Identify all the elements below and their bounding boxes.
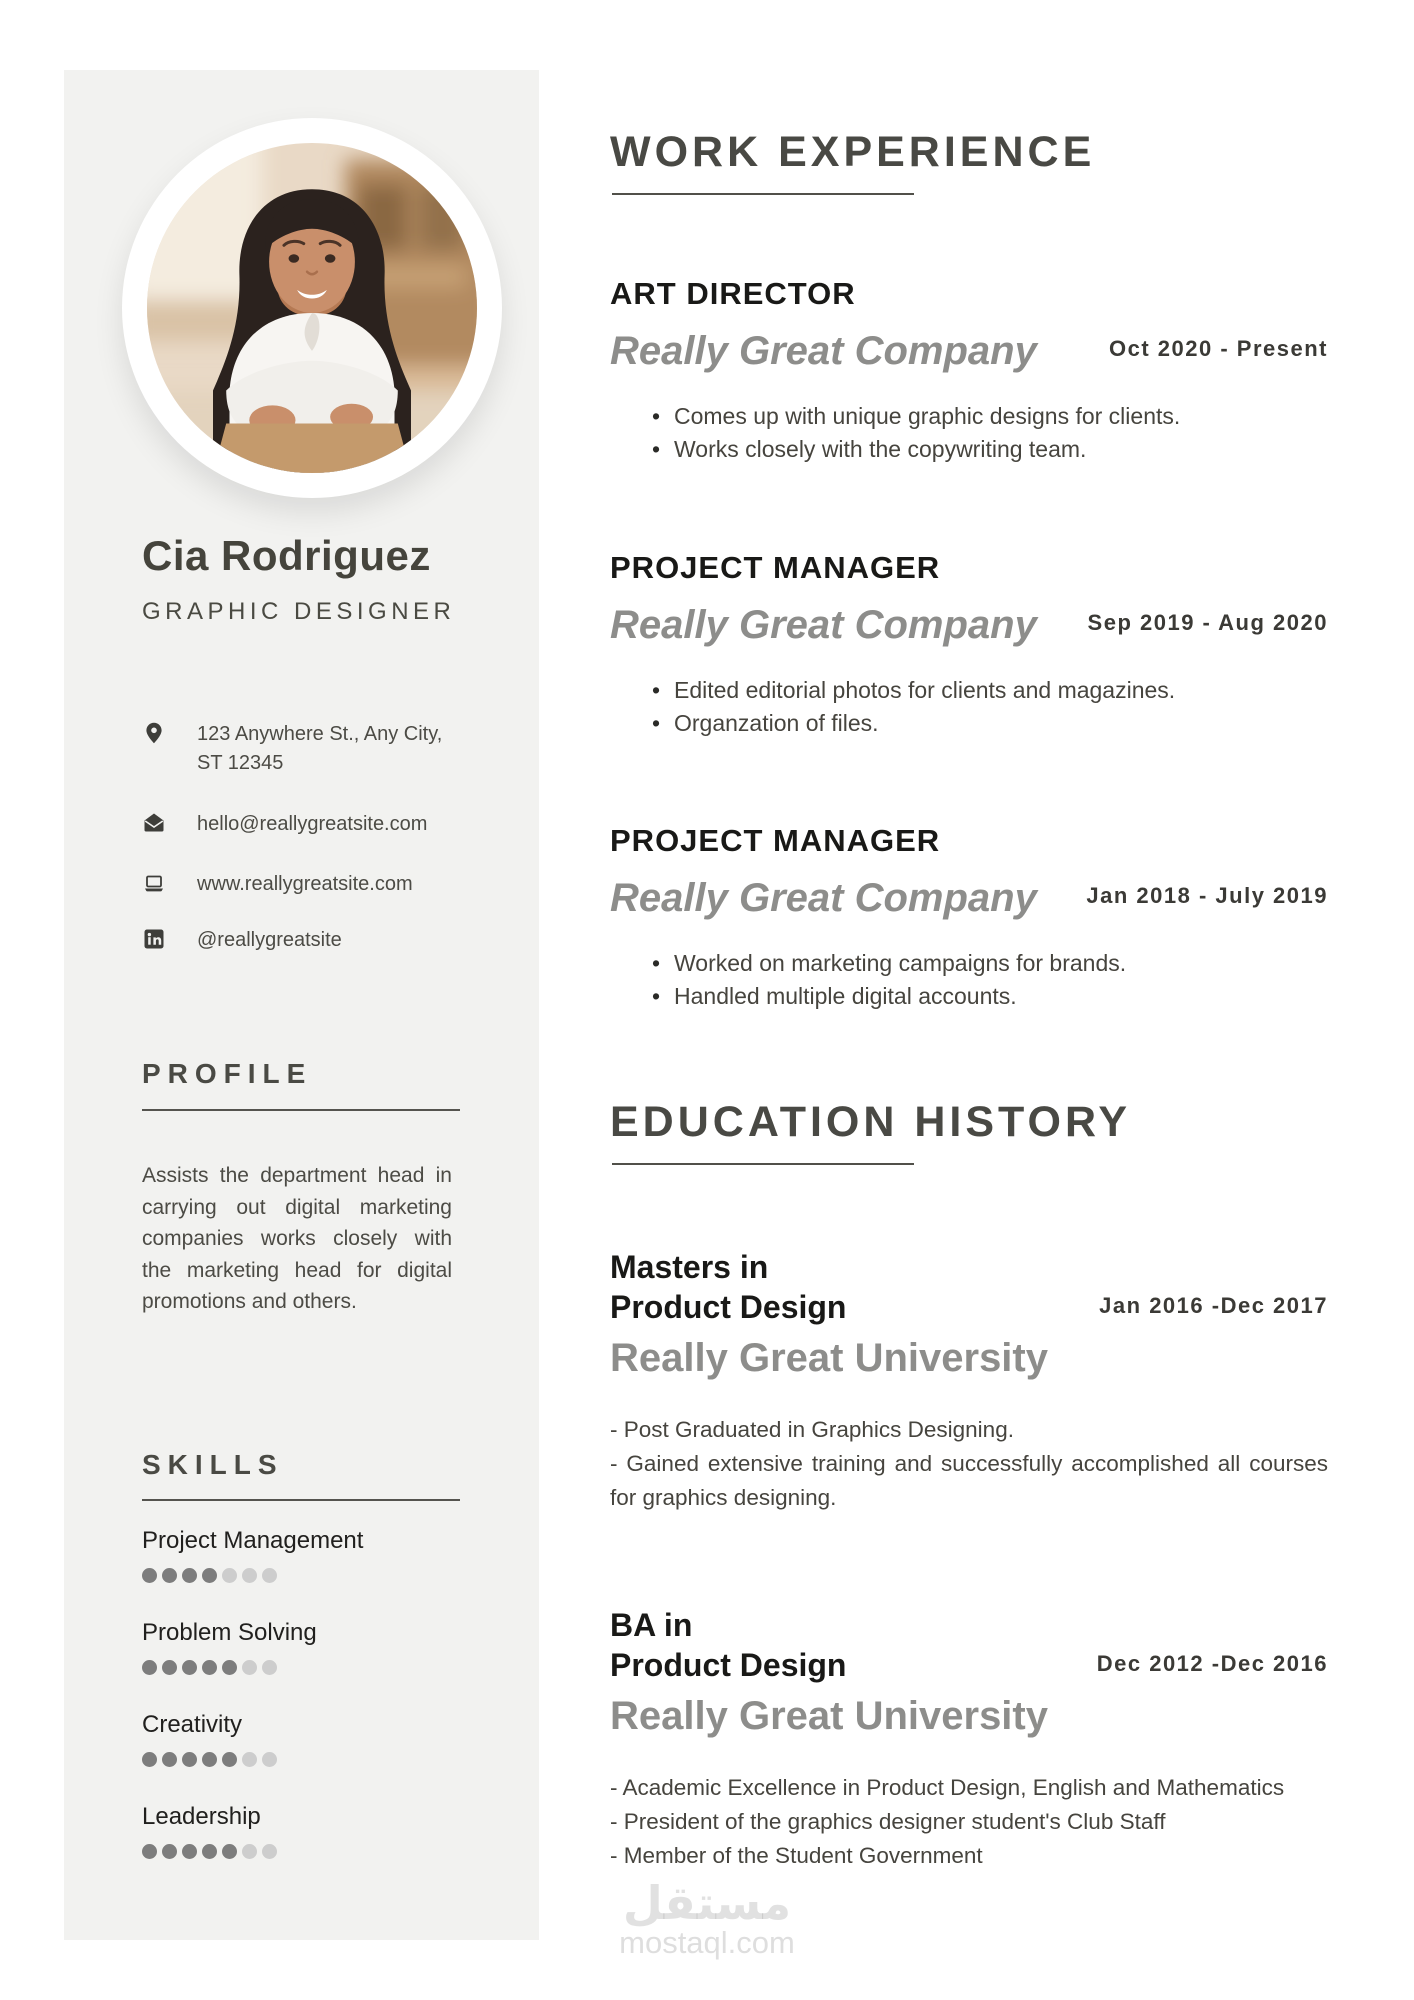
contact-row-email: [142, 810, 472, 839]
skill-item: [142, 1711, 472, 1767]
skill-label: Leadership: [142, 1803, 261, 1830]
profile-underline: [142, 1109, 460, 1111]
portrait-illustration: [147, 143, 477, 473]
mostaql-logo: مستقل: [622, 1876, 792, 1930]
job-bullet: • Handled multiple digital accounts.: [652, 980, 1328, 1013]
website-text: www.reallygreatsite.com: [197, 873, 413, 895]
education-dates: Jan 2016 -Dec 2017: [1099, 1293, 1328, 1318]
job-title: PROJECT MANAGER: [610, 550, 941, 585]
contact-row-linkedin: [142, 926, 472, 955]
address-text: 123 Anywhere St., Any City, ST 12345: [197, 723, 443, 774]
mostaql-domain: mostaql.com: [619, 1925, 795, 1960]
job-entry: [610, 822, 1328, 1013]
education-details: [610, 1771, 1328, 1873]
skill-label: Creativity: [142, 1711, 243, 1738]
skill-item: [142, 1619, 472, 1675]
contact-row-website: [142, 870, 472, 899]
skill-item: [142, 1527, 472, 1583]
school-name: Really Great University: [610, 1336, 1048, 1380]
degree-line2: Product Design: [610, 1647, 847, 1683]
company-name: Really Great Company: [610, 603, 1037, 647]
education-detail: - Gained extensive training and successfully accomplished all courses for graphics designing.: [610, 1451, 1328, 1510]
skills-heading: SKILLS: [142, 1449, 284, 1480]
education-detail: - Member of the Student Government: [610, 1843, 983, 1868]
skills-underline: [142, 1499, 460, 1501]
job-dates: Sep 2019 - Aug 2020: [1087, 610, 1328, 635]
person-job-title: GRAPHIC DESIGNER: [142, 598, 456, 625]
skill-level-dots: [142, 1660, 472, 1675]
education-detail: - Post Graduated in Graphics Designing.: [610, 1417, 1014, 1442]
watermark: [0, 1876, 1414, 1960]
job-bullet: • Comes up with unique graphic designs for clients.: [652, 400, 1328, 433]
laptop-icon: [142, 871, 166, 895]
education-detail: - President of the graphics designer student's Club Staff: [610, 1809, 1166, 1834]
job-bullets: [652, 674, 1328, 740]
linkedin-text: @reallygreatsite: [197, 929, 342, 951]
work-experience-heading: WORK EXPERIENCE: [610, 128, 1096, 176]
degree-line2: Product Design: [610, 1289, 847, 1325]
job-bullet: • Worked on marketing campaigns for brands.: [652, 947, 1328, 980]
education-details: [610, 1413, 1328, 1515]
job-entry: [610, 549, 1328, 740]
profile-text: Assists the department head in carrying out digital marketing companies works closely with the marketing head for digital promotions and others.: [142, 1164, 452, 1313]
skill-item: [142, 1803, 472, 1859]
profile-heading: PROFILE: [142, 1058, 313, 1089]
job-entry: [610, 275, 1328, 466]
skill-label: Problem Solving: [142, 1619, 317, 1646]
skill-level-dots: [142, 1844, 472, 1859]
main-column: [610, 0, 1328, 2000]
company-name: Really Great Company: [610, 329, 1037, 373]
education-history-underline: [612, 1163, 914, 1165]
sidebar-panel: [64, 70, 539, 1940]
location-pin-icon: [142, 721, 166, 745]
contact-row-address: [142, 720, 472, 778]
education-entry: [610, 1605, 1328, 1873]
job-bullet: • Works closely with the copywriting team.: [652, 433, 1328, 466]
email-text: hello@reallygreatsite.com: [197, 813, 428, 835]
job-title: PROJECT MANAGER: [610, 823, 941, 858]
skill-level-dots: [142, 1568, 472, 1583]
work-experience-underline: [612, 193, 914, 195]
job-bullets: [652, 947, 1328, 1013]
job-bullet: • Organzation of files.: [652, 707, 1328, 740]
job-title: ART DIRECTOR: [610, 276, 856, 311]
degree-line1: Masters in: [610, 1249, 769, 1285]
education-detail: - Academic Excellence in Product Design, English and Mathematics: [610, 1775, 1285, 1800]
person-name: Cia Rodriguez: [142, 532, 431, 579]
skill-level-dots: [142, 1752, 472, 1767]
profile-photo: [147, 143, 477, 473]
company-name: Really Great Company: [610, 876, 1037, 920]
job-dates: Oct 2020 - Present: [1109, 336, 1328, 361]
education-history-heading: EDUCATION HISTORY: [610, 1098, 1132, 1146]
job-dates: Jan 2018 - July 2019: [1086, 883, 1328, 908]
school-name: Really Great University: [610, 1694, 1048, 1738]
skill-label: Project Management: [142, 1527, 364, 1554]
job-bullets: [652, 400, 1328, 466]
profile-photo-ring: [122, 118, 502, 498]
job-bullet: • Edited editorial photos for clients and magazines.: [652, 674, 1328, 707]
envelope-icon: [142, 811, 166, 835]
linkedin-icon: [142, 927, 166, 951]
education-entry: [610, 1247, 1328, 1515]
education-dates: Dec 2012 -Dec 2016: [1096, 1651, 1328, 1676]
degree-line1: BA in: [610, 1607, 693, 1643]
